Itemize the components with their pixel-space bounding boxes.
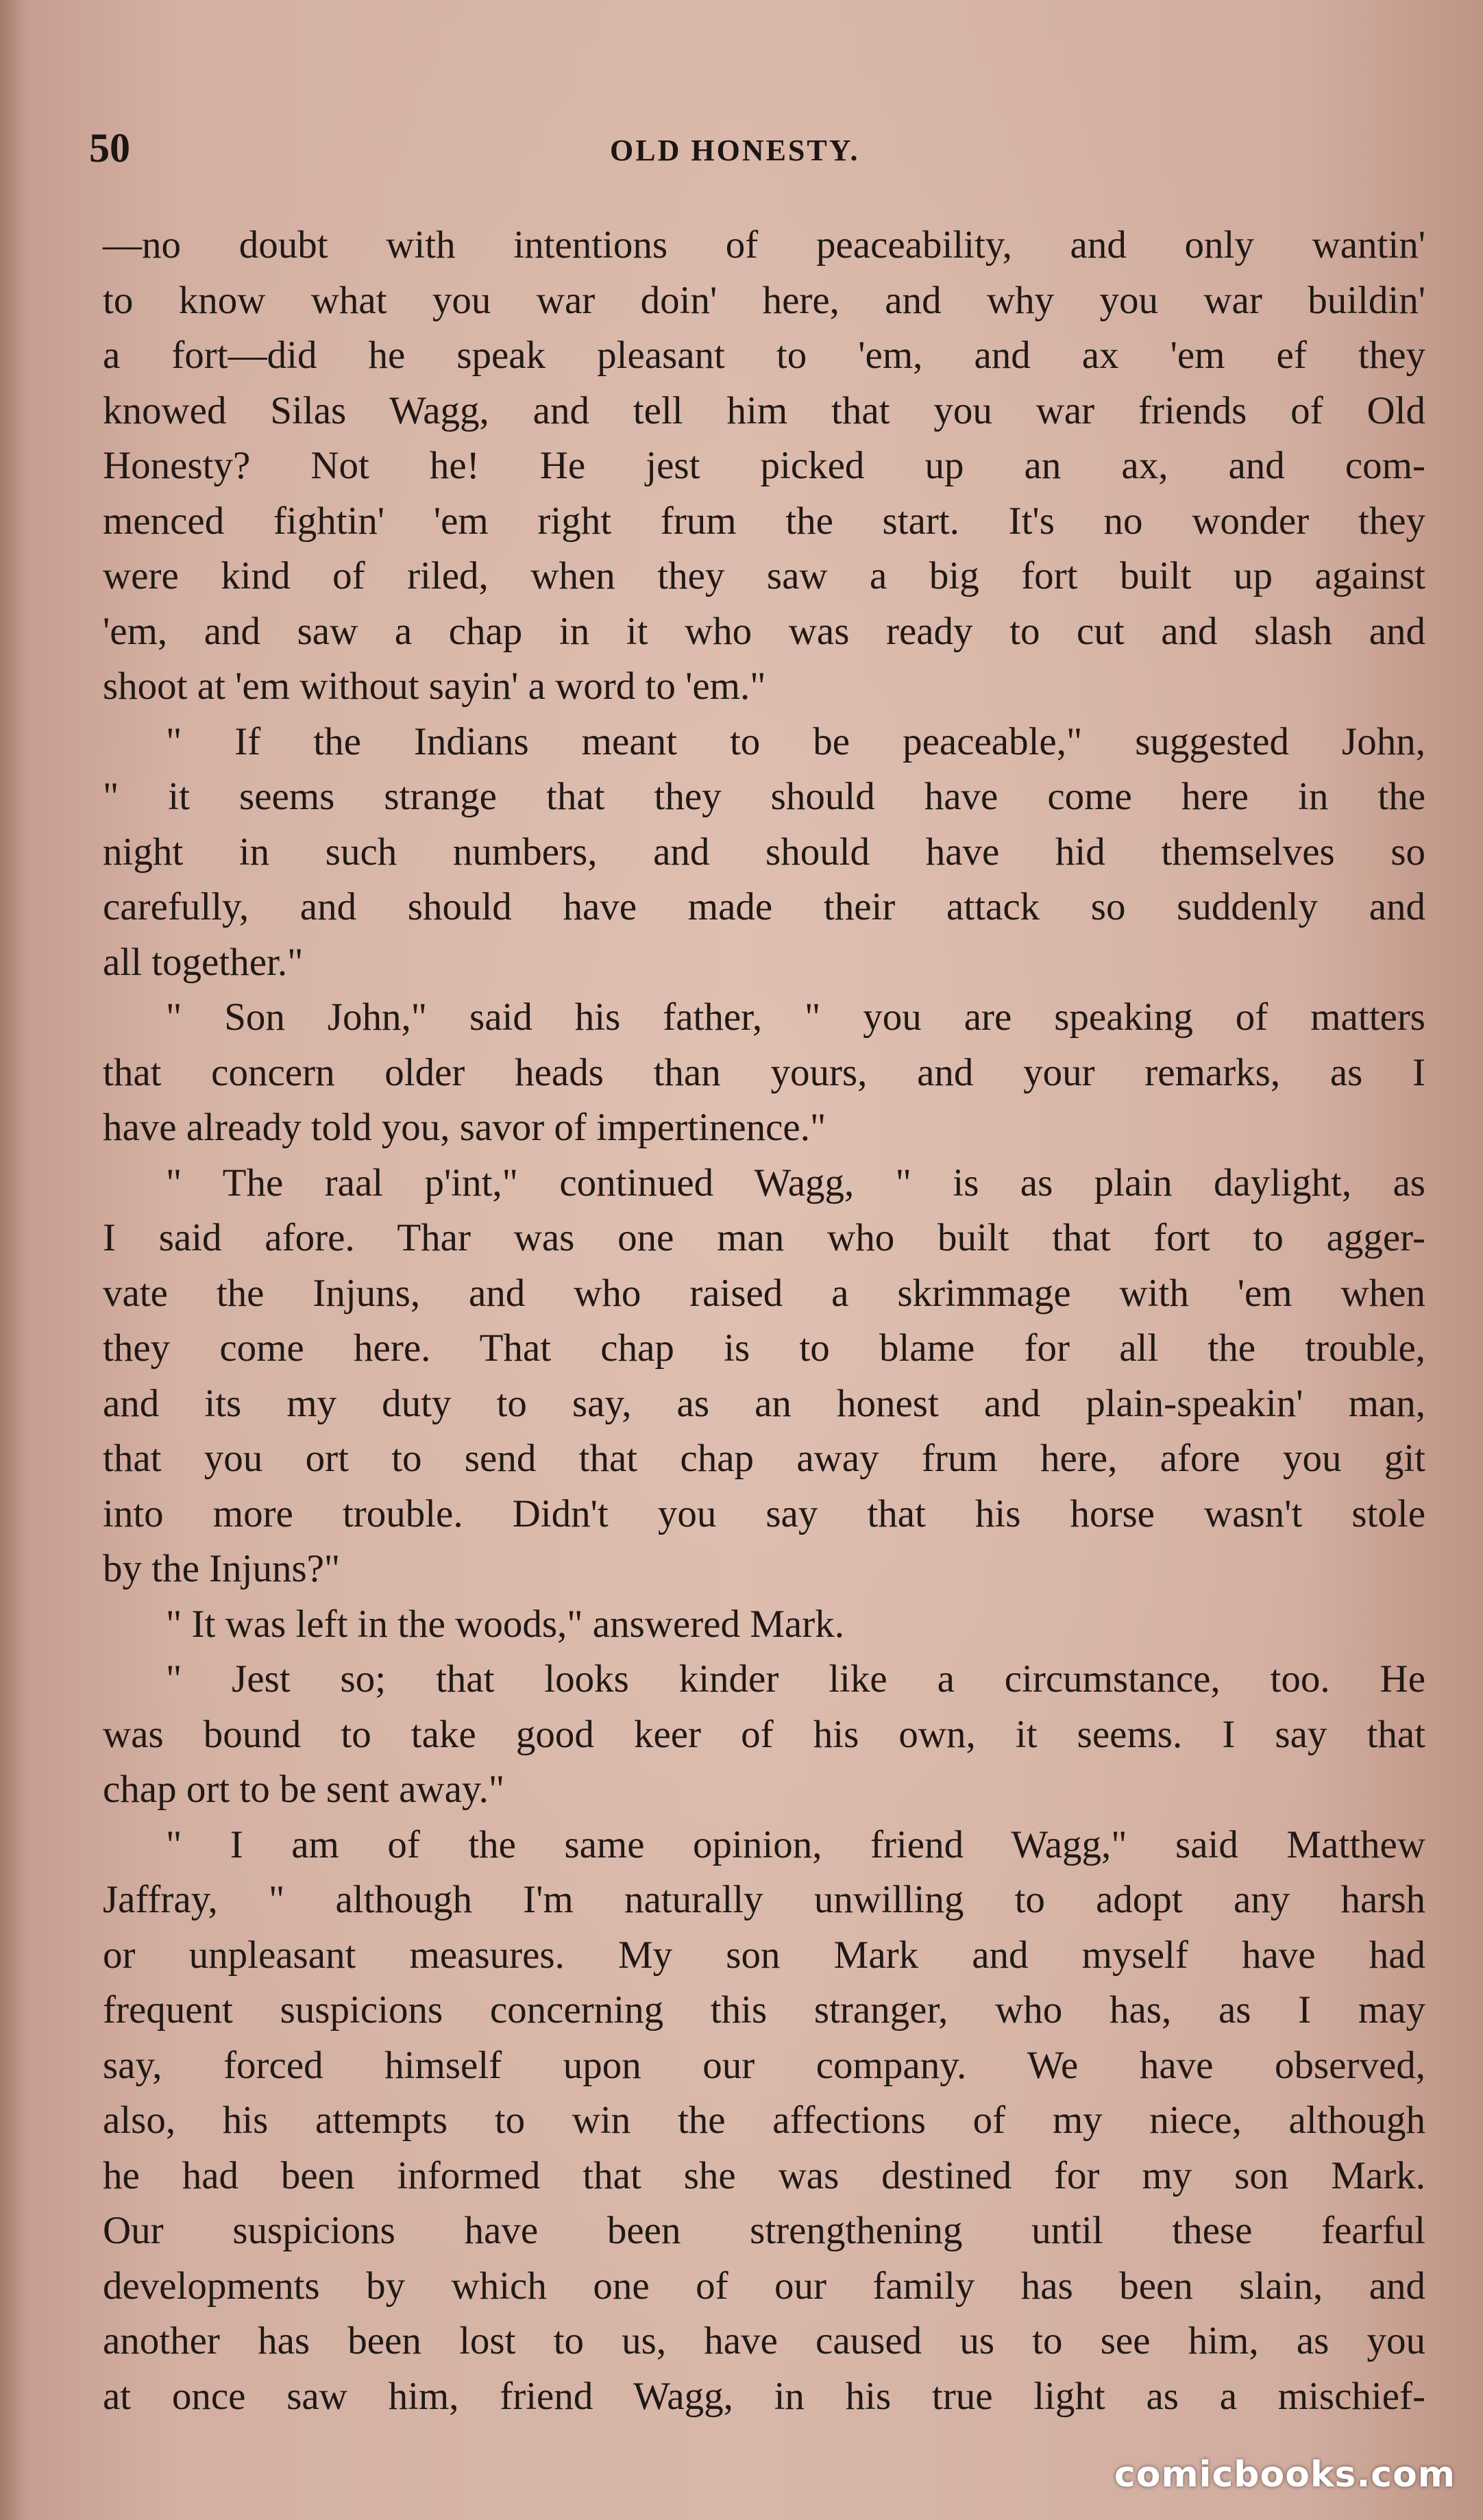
text-line: " The raal p'int," continued Wagg, " is as plain daylight, as: [166, 1161, 1425, 1205]
text-line: " I am of the same opinion, friend Wagg," said Matthew: [166, 1823, 1425, 1866]
text-line: menced fightin' 'em right frum the start. It's no wonder they: [103, 499, 1425, 543]
text-line: " it seems strange that they should have come here in the: [103, 775, 1425, 818]
page-number: 50: [89, 125, 130, 171]
text-line: " Jest so; that looks kinder like a circumstance, too. He: [166, 1657, 1425, 1701]
text-line: that you ort to send that chap away frum here, afore you git: [103, 1437, 1425, 1480]
text-line: knowed Silas Wagg, and tell him that you war friends of Old: [103, 388, 1425, 432]
text-line: Honesty? Not he! He jest picked up an ax, and com-: [103, 444, 1425, 487]
text-line: Our suspicions have been strengthening until these fearful: [103, 2209, 1425, 2252]
text-line: or unpleasant measures. My son Mark and myself have had: [103, 1933, 1425, 1977]
text-line: and its my duty to say, as an honest and plain-speakin' man,: [103, 1381, 1425, 1425]
text-line: they come here. That chap is to blame for all the trouble,: [103, 1326, 1425, 1370]
page-header: [89, 125, 1432, 180]
text-line: have already told you, savor of impertinence.": [103, 1106, 826, 1149]
text-line: another has been lost to us, have caused us to see him, as you: [103, 2319, 1425, 2362]
text-line: to know what you war doin' here, and why you war buildin': [103, 278, 1425, 322]
text-line: was bound to take good keer of his own, it seems. I say that: [103, 1712, 1425, 1756]
text-line: he had been informed that she was destined for my son Mark.: [103, 2153, 1425, 2197]
watermark: comicbooks.com: [1114, 2454, 1456, 2495]
body-text: [103, 218, 1425, 2424]
text-line: " If the Indians meant to be peaceable," suggested John,: [166, 719, 1425, 763]
text-line: were kind of riled, when they saw a big fort built up against: [103, 554, 1425, 597]
text-line: shoot at 'em without sayin' a word to 'em.": [103, 665, 766, 708]
text-line: carefully, and should have made their attack so suddenly and: [103, 885, 1425, 928]
text-line: into more trouble. Didn't you say that his horse wasn't stole: [103, 1492, 1425, 1535]
text-line: say, forced himself upon our company. We have observed,: [103, 2043, 1425, 2087]
text-line: —no doubt with intentions of peaceability, and only wantin': [103, 223, 1425, 267]
text-line: 'em, and saw a chap in it who was ready to cut and slash and: [103, 609, 1425, 653]
text-line: I said afore. Thar was one man who built that fort to agger-: [103, 1216, 1425, 1259]
text-line: " Son John," said his father, " you are speaking of matters: [166, 996, 1425, 1039]
text-line: night in such numbers, and should have hid themselves so: [103, 830, 1425, 874]
text-line: also, his attempts to win the affections of my niece, although: [103, 2099, 1425, 2142]
text-line: that concern older heads than yours, and your remarks, as I: [103, 1050, 1425, 1094]
text-line: frequent suspicions concerning this stranger, who has, as I may: [103, 1988, 1425, 2031]
text-line: chap ort to be sent away.": [103, 1768, 505, 1811]
text-line: vate the Injuns, and who raised a skrimmage with 'em when: [103, 1271, 1425, 1315]
text-line: " It was left in the woods," answered Mark.: [166, 1602, 844, 1646]
text-line: all together.": [103, 940, 304, 984]
running-title: OLD HONESTY.: [610, 134, 860, 167]
text-line: a fort—did he speak pleasant to 'em, and ax 'em ef they: [103, 334, 1425, 377]
text-line: Jaffray, " although I'm naturally unwilling to adopt any harsh: [103, 1878, 1425, 1921]
page-edge-shadow: [0, 0, 27, 2520]
text-line: by the Injuns?": [103, 1547, 341, 1590]
text-line: at once saw him, friend Wagg, in his true light as a mischief-: [103, 2374, 1425, 2418]
text-line: developments by which one of our family has been slain, and: [103, 2264, 1425, 2308]
